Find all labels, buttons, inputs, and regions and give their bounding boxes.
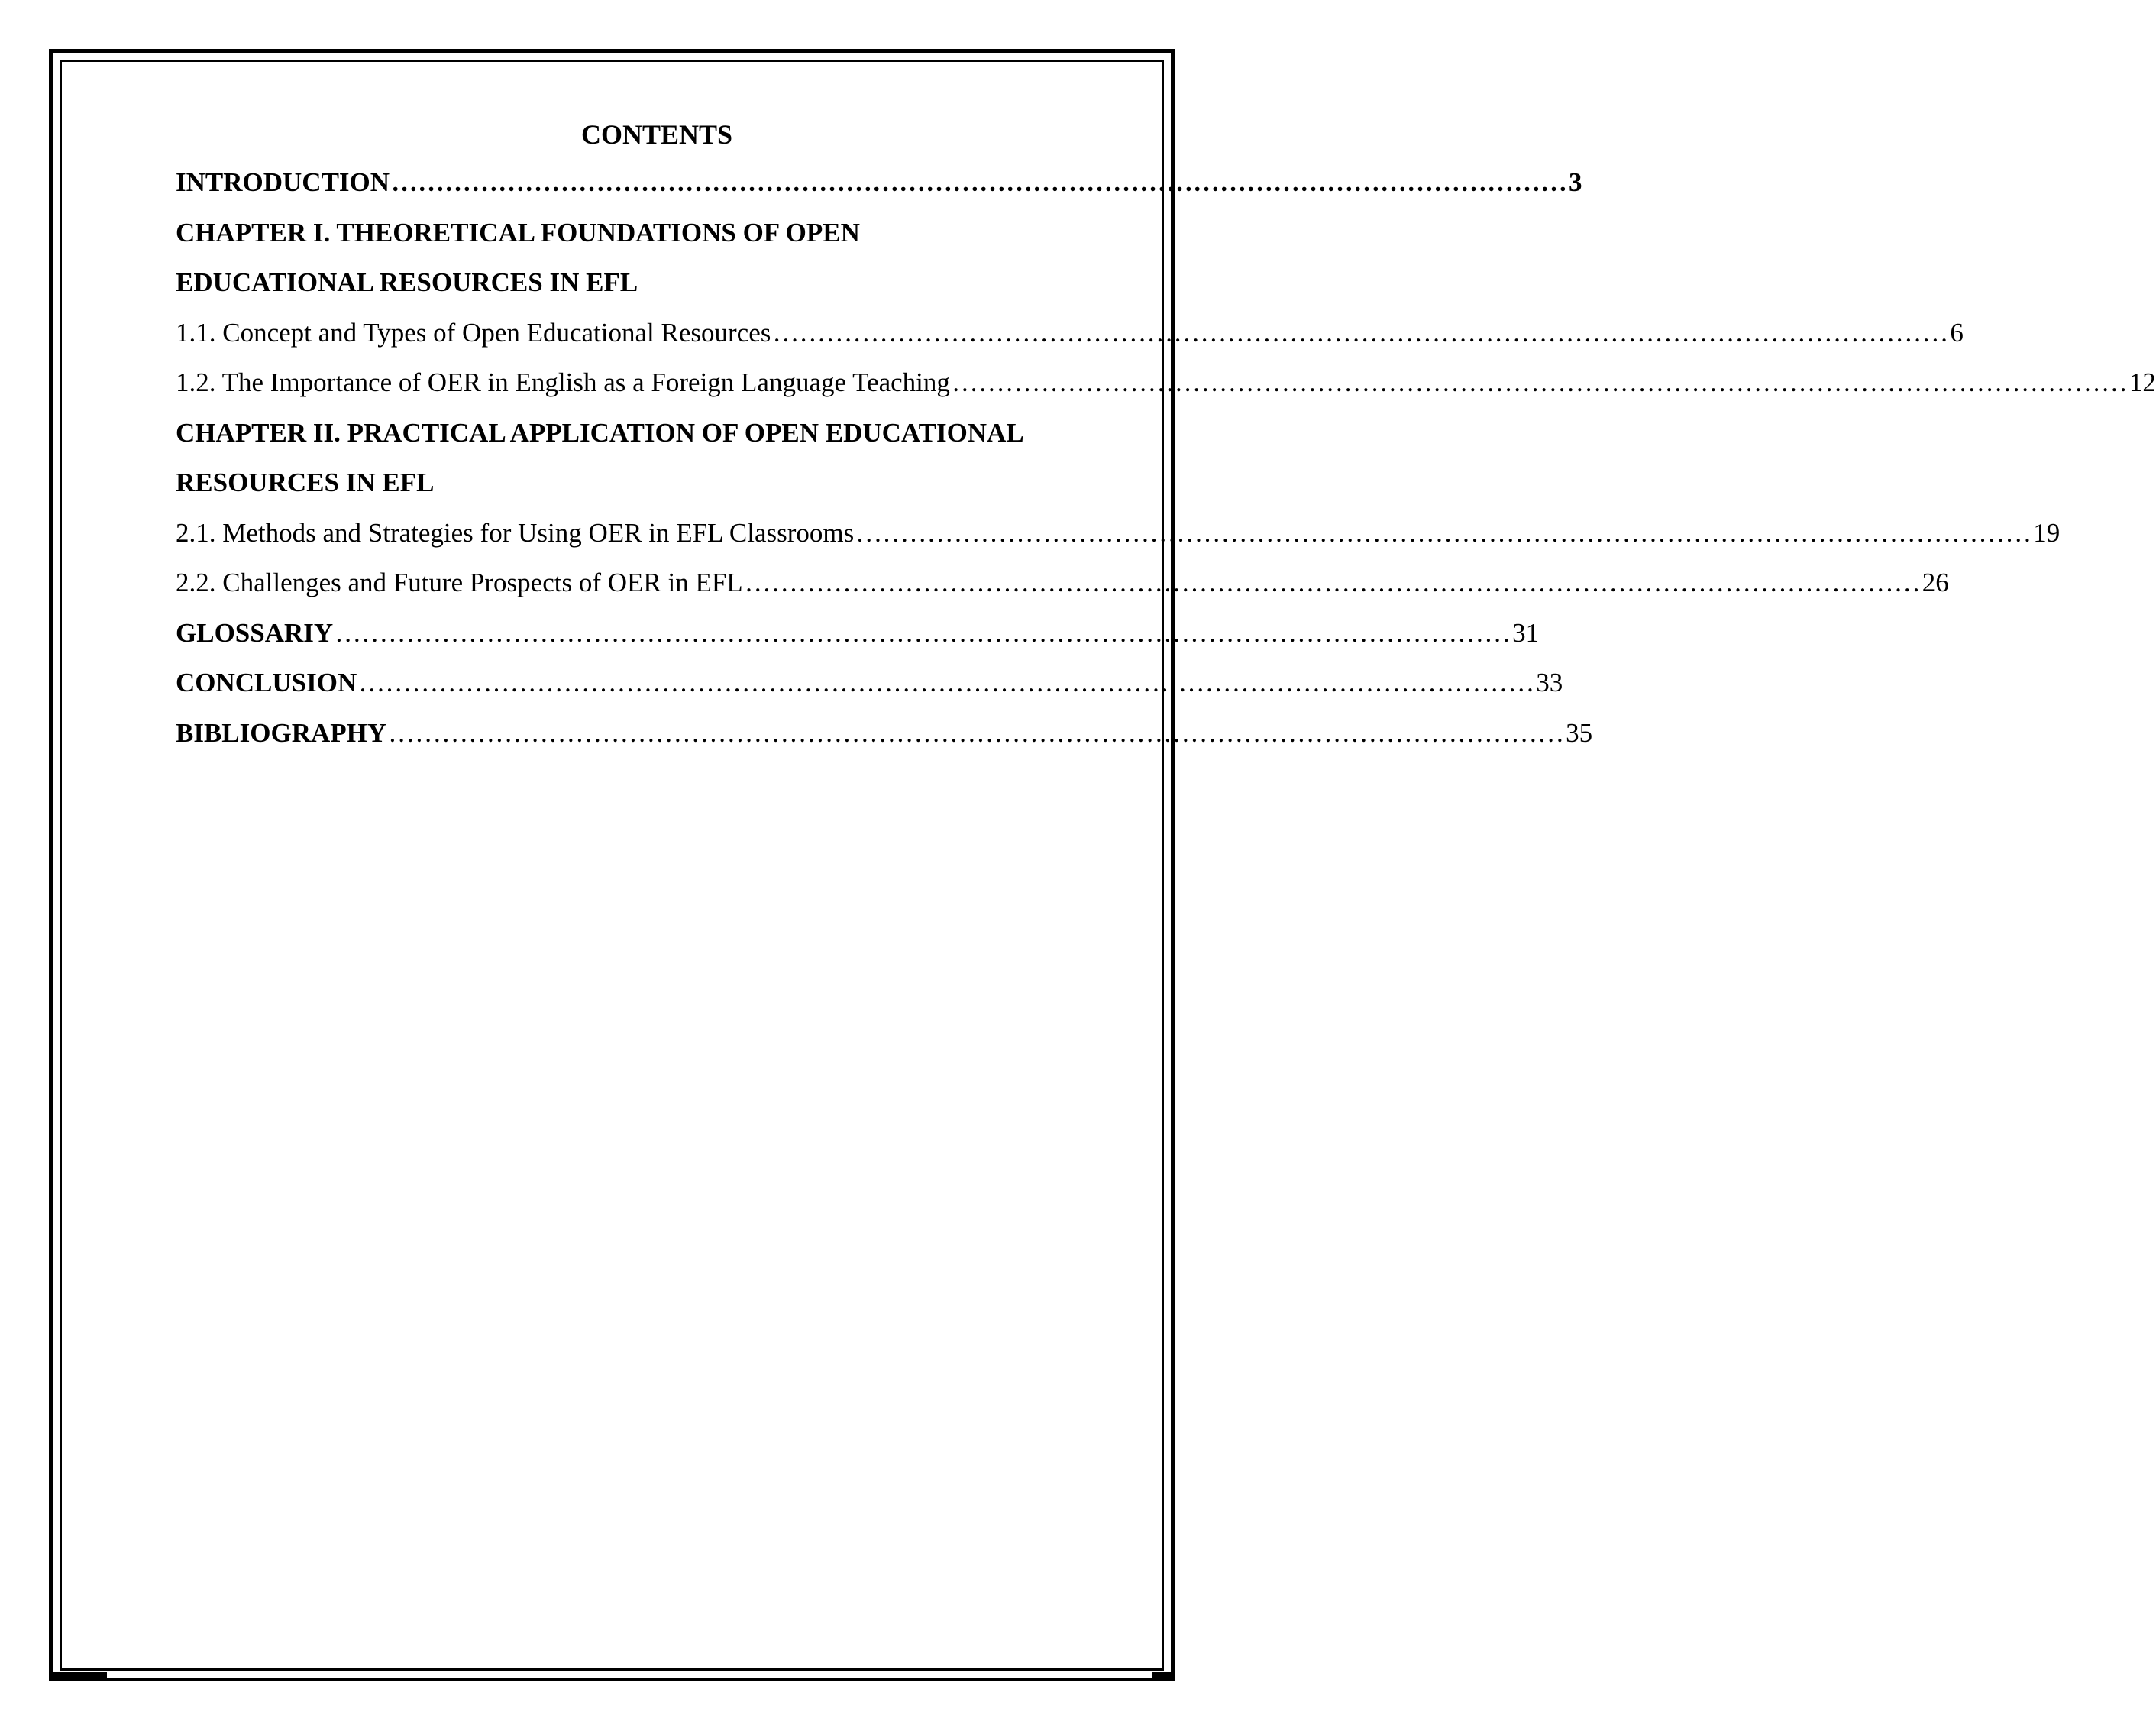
toc-entry-page: 19	[2033, 517, 2061, 548]
toc-entry-page: 26	[1922, 568, 1949, 597]
toc-entry-label: 1.1. Concept and Types of Open Educational Resources	[176, 317, 771, 348]
toc-entry-1-1	[176, 308, 1964, 358]
toc-entry-bibliography	[176, 708, 1593, 759]
table-of-contents	[176, 112, 2156, 758]
toc-entry-label: 1.2. The Importance of OER in English as a Foreign Language Teaching	[176, 367, 950, 397]
dot-leader: ……………………………………………………………………………………………………………………	[391, 167, 1568, 197]
toc-entry-page: 3	[1569, 167, 1582, 197]
dot-leader: ……………………………………………………………………………………………………………………	[951, 367, 2128, 397]
toc-entry-2-1	[176, 508, 2061, 558]
toc-entry-1-2	[176, 358, 2156, 408]
dot-leader: ……………………………………………………………………………………………………………………	[388, 717, 1565, 748]
toc-entry-label: 2.1. Methods and Strategies for Using OER in EFL Classrooms	[176, 517, 855, 548]
toc-entry-page: 6	[1950, 317, 1964, 348]
dot-leader: ……………………………………………………………………………………………………………………	[855, 517, 2032, 548]
toc-chapter-1-line-2: EDUCATIONAL RESOURCES IN EFL	[176, 267, 638, 297]
dot-leader: ……………………………………………………………………………………………………………………	[744, 568, 1921, 597]
toc-entry-label: INTRODUCTION	[176, 167, 390, 197]
border-corner-bar-left	[49, 1672, 107, 1681]
toc-entry-glossary	[176, 608, 1540, 659]
toc-entry-page: 31	[1512, 617, 1540, 648]
toc-entry-conclusion	[176, 658, 1563, 708]
toc-entry-label: 2.2. Challenges and Future Prospects of OER in EFL	[176, 568, 743, 597]
toc-entry-label: BIBLIOGRAPHY	[176, 717, 387, 748]
contents-title: CONTENTS	[580, 119, 733, 150]
border-corner-bar-right	[1152, 1672, 1175, 1681]
toc-chapter-1-line-1: CHAPTER I. THEORETICAL FOUNDATIONS OF OPEN	[176, 217, 860, 248]
toc-entry-label: GLOSSARIY	[176, 617, 334, 648]
toc-entry-introduction	[176, 157, 1582, 208]
toc-entry-page: 33	[1536, 668, 1563, 697]
toc-entry-label: CONCLUSION	[176, 668, 357, 697]
toc-chapter-2-line-1: CHAPTER II. PRACTICAL APPLICATION OF OPEN EDUCATIONAL	[176, 417, 1024, 448]
toc-entry-page: 12	[2129, 367, 2156, 397]
toc-entry-2-2	[176, 558, 1949, 608]
dot-leader: ……………………………………………………………………………………………………………………	[335, 617, 1511, 648]
toc-entry-page: 35	[1566, 717, 1593, 748]
dot-leader: ……………………………………………………………………………………………………………………	[772, 317, 1949, 348]
dot-leader: ……………………………………………………………………………………………………………………	[358, 668, 1535, 697]
toc-chapter-2-line-2: RESOURCES IN EFL	[176, 468, 435, 497]
